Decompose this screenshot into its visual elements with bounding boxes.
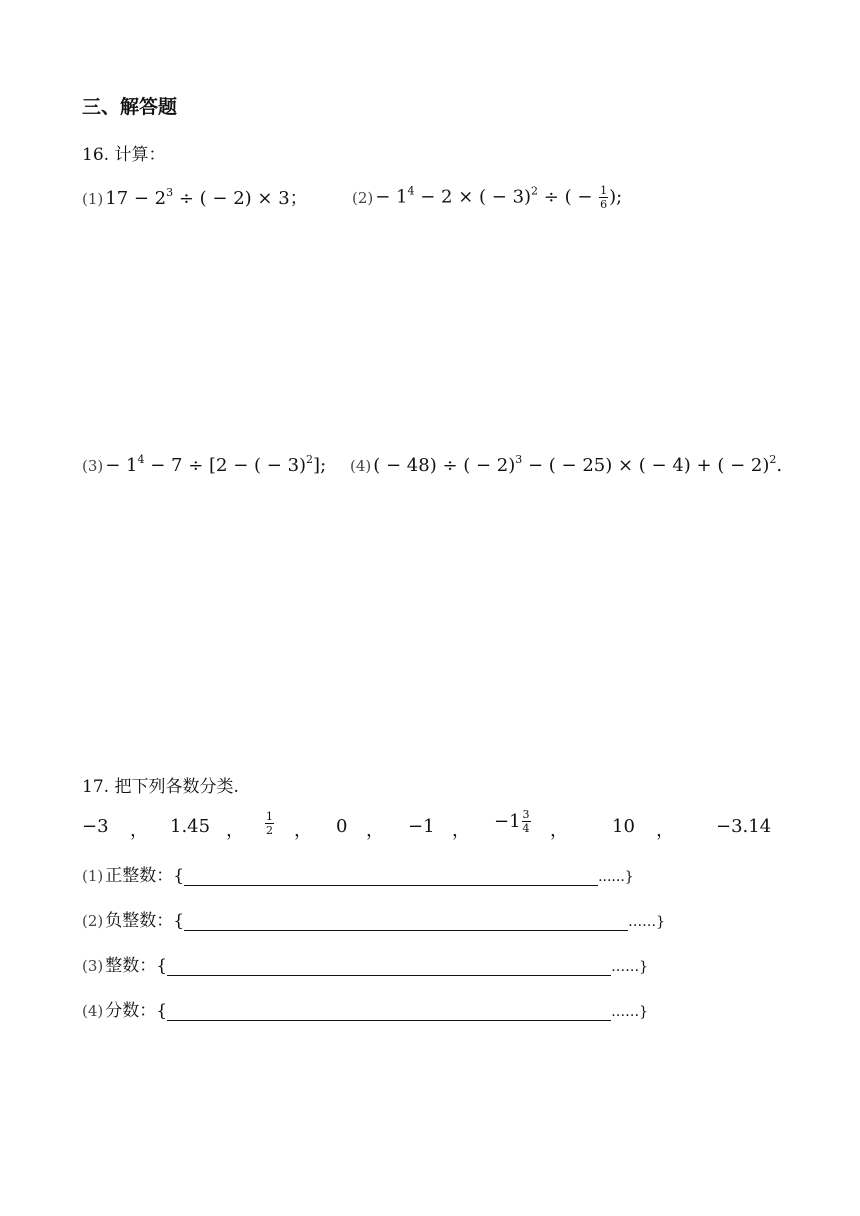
q16-part-2-fraction <box>599 184 608 211</box>
q16-part-3-exp-b: 2 <box>306 453 314 466</box>
fraction-numerator: 3 <box>522 808 530 821</box>
answer-blank-fractions[interactable] <box>167 1002 611 1021</box>
category-label: (1) <box>82 867 104 885</box>
category-label: (4) <box>82 1002 104 1020</box>
category-end: ……} <box>611 959 648 975</box>
category-row-positive-integers <box>82 861 634 886</box>
number-item-8: −3.14 <box>716 816 772 837</box>
category-name: 负整数：{ <box>105 911 185 931</box>
mixed-number-whole: −1 <box>494 811 521 832</box>
q16-part-4-expr-b: − ( − 25) × ( − 4) + ( − 2) <box>522 455 770 476</box>
q16-part-3-label: (3) <box>82 457 104 475</box>
q16-part-3-expr-b: − 7 ÷ [2 − ( − 3) <box>144 455 307 476</box>
number-separator: ， <box>550 820 568 841</box>
category-row-negative-integers <box>82 906 665 931</box>
q16-part-1-exp: 3 <box>166 186 174 199</box>
q16-part-4-expr-a: ( − 48) ÷ ( − 2) <box>373 455 516 476</box>
q16-part-3 <box>82 455 326 476</box>
category-end: ……} <box>611 1004 648 1020</box>
category-row-integers <box>82 951 648 976</box>
category-end: ......} <box>598 869 634 885</box>
q16-part-1-expr-b: ÷ ( − 2) × 3； <box>173 188 308 209</box>
q16-part-2-exp-a: 4 <box>407 184 415 198</box>
q16-part-2-label: (2) <box>352 188 374 207</box>
number-separator: ， <box>294 820 312 841</box>
number-item-6 <box>494 808 532 835</box>
fraction-denominator: 4 <box>522 822 530 835</box>
q17-heading: 17. 把下列各数分类. <box>82 777 239 797</box>
q16-part-2-exp-b: 2 <box>531 184 539 198</box>
number-separator: ， <box>130 820 148 841</box>
number-separator: ， <box>226 820 244 841</box>
mixed-number-fraction <box>522 808 531 835</box>
q16-part-1 <box>82 184 308 210</box>
answer-blank-integers[interactable] <box>167 957 611 976</box>
q16-heading: 16. 计算： <box>82 145 166 165</box>
fraction-numerator: 1 <box>266 810 273 823</box>
q16-part-4-expr-c: . <box>776 455 783 476</box>
fraction-denominator: 2 <box>266 824 273 837</box>
q16-part-3-exp-a: 4 <box>137 453 145 466</box>
number-separator: ， <box>366 820 384 841</box>
category-name: 分数：{ <box>105 1001 168 1021</box>
number-item-5: −1 <box>408 816 435 837</box>
category-name: 正整数：{ <box>105 866 185 886</box>
q16-part-1-label: (1) <box>82 190 104 208</box>
answer-blank-positive-integers[interactable] <box>184 867 598 886</box>
number-item-3 <box>264 810 275 837</box>
category-label: (3) <box>82 957 104 975</box>
q16-part-2-expr-d: ); <box>609 186 623 208</box>
category-end: ……} <box>628 914 665 930</box>
q16-part-2-expr-c: ÷ ( − <box>538 186 599 208</box>
fraction-denominator: 6 <box>600 198 608 211</box>
q16-part-4-exp-a: 3 <box>515 453 523 466</box>
q16-part-2 <box>352 184 622 211</box>
answer-blank-negative-integers[interactable] <box>184 912 628 931</box>
number-item-2: 1.45 <box>170 816 211 837</box>
q16-part-4-label: (4) <box>350 457 372 475</box>
q16-part-2-expr-b: − 2 × ( − 3) <box>414 186 532 208</box>
number-item-7: 10 <box>612 816 635 837</box>
number-item-4: 0 <box>336 816 348 837</box>
category-label: (2) <box>82 912 104 930</box>
fraction-numerator: 1 <box>600 184 608 197</box>
q16-part-4 <box>350 455 782 476</box>
number-separator: ， <box>452 820 470 841</box>
number-item-3-fraction <box>265 810 274 837</box>
q16-part-3-expr-a: − 1 <box>105 455 138 476</box>
q16-part-2-expr-a: − 1 <box>375 186 408 208</box>
section-title: 三、解答题 <box>82 96 178 118</box>
q16-part-3-expr-c: ]; <box>313 455 327 476</box>
q16-part-4-exp-b: 2 <box>769 453 777 466</box>
category-name: 整数：{ <box>105 956 168 976</box>
q16-part-1-expr-a: 17 − 2 <box>105 188 167 209</box>
number-separator: ， <box>656 820 674 841</box>
number-item-1: −3 <box>82 816 109 837</box>
category-row-fractions <box>82 996 648 1021</box>
